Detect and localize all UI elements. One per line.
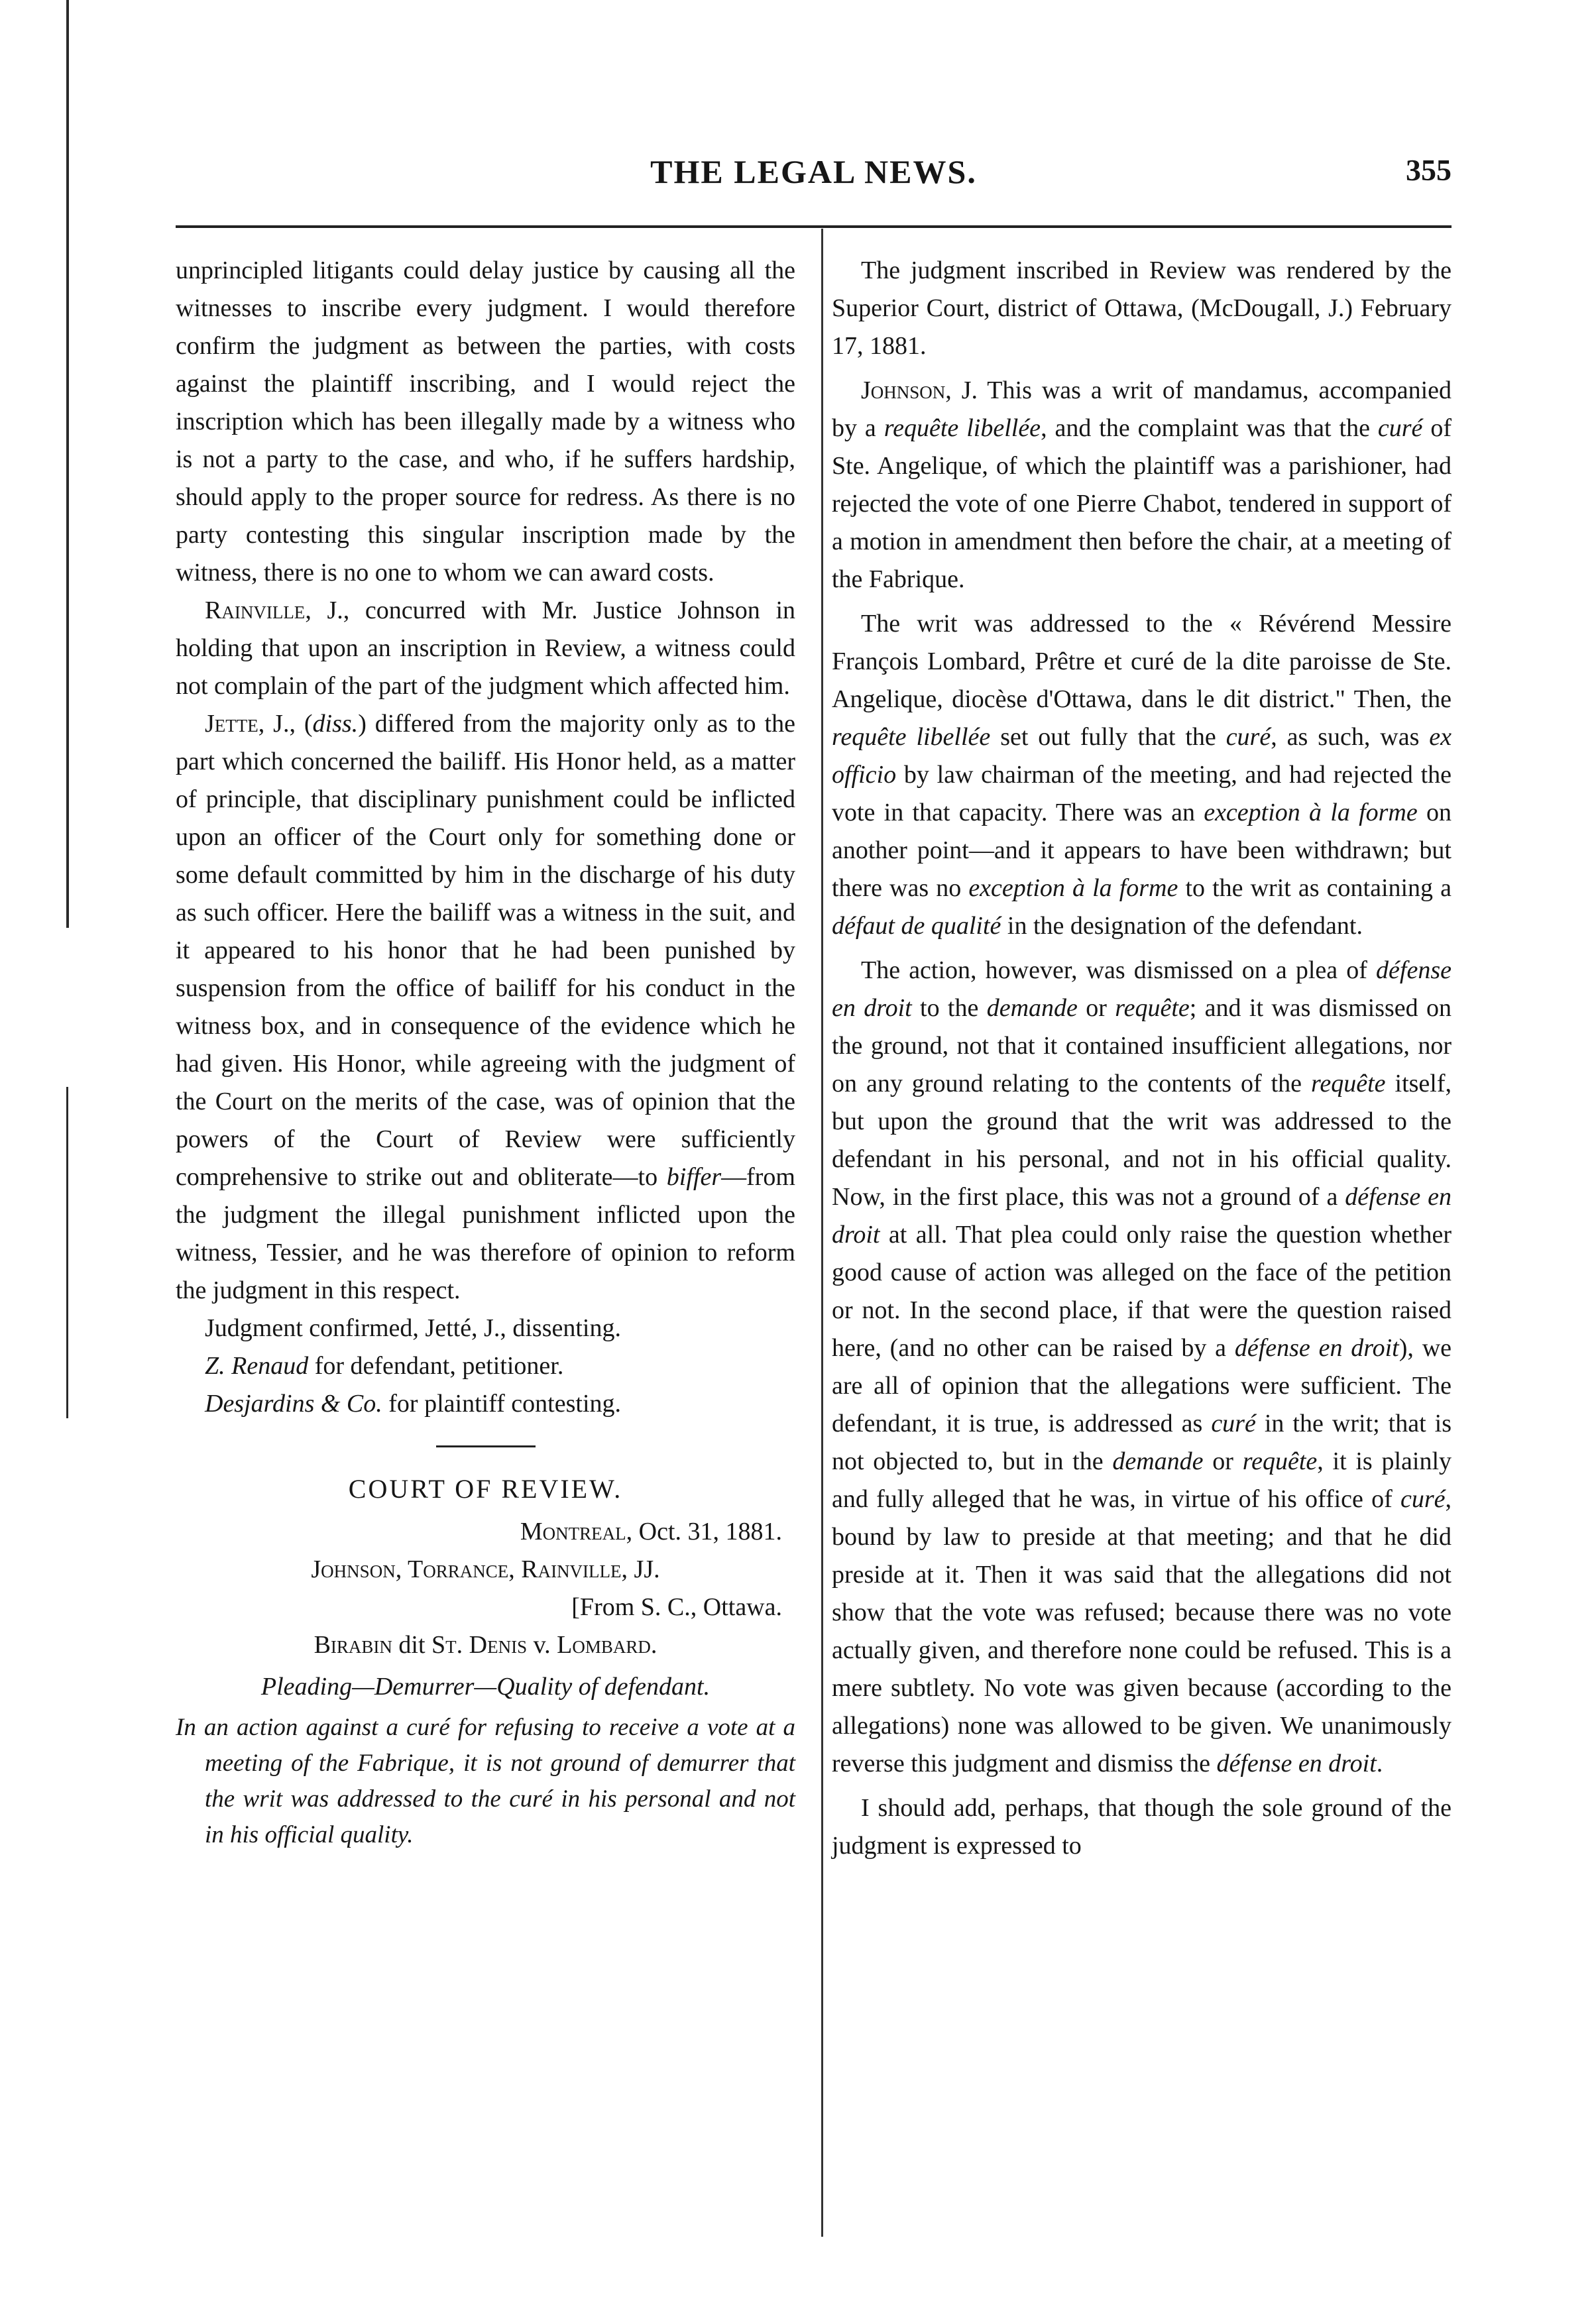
subject-line: Pleading—Demurrer—Quality of defendant. <box>260 1673 711 1701</box>
journal-title: THE LEGAL NEWS. <box>650 153 977 190</box>
page-edge-line <box>66 0 69 928</box>
column-divider <box>821 229 823 2237</box>
header-rule <box>176 225 1452 228</box>
judges: Johnson, Torrance, Rainville, JJ. <box>311 1555 660 1583</box>
paragraph: I should add, perhaps, that though the sole ground of the judgment is expressed to <box>832 1794 1452 1860</box>
paragraph: The writ was addressed to the « Révérend Messire François Lombard, Prêtre et curé de la dite paroisse de Ste. Angelique, diocèse d'Ottawa, dans le dit district." Then, the requête libellée set out fully that the curé, as such, was ex officio by law chairman of the meeting, and had rejected the vote in that capacity. There was an exception à la forme on another point—and it appears to have been withdrawn; but there was no exception à la forme to the writ as containing a défaut de qualité in the designation of the defendant. <box>832 610 1452 940</box>
counsel-line: Desjardins & Co. for plaintiff contesting. <box>205 1390 622 1418</box>
place-date: Montreal, Oct. 31, 1881. <box>520 1518 782 1546</box>
page-header <box>176 152 1452 205</box>
from-court: [From S. C., Ottawa. <box>571 1593 782 1621</box>
paragraph: Rainville, J., concurred with Mr. Justice Johnson in holding that upon an inscription in Review, a witness could not complain of the part of the judgment which affected him. <box>176 596 795 700</box>
right-column <box>832 252 1452 1865</box>
counsel-line: Z. Renaud for defendant, petitioner. <box>205 1352 564 1380</box>
headnote: In an action against a curé for refusing to receive a vote at a meeting of the Fabrique, it is not ground of demurrer that the writ was addressed to the curé in his personal and not in his official quality. <box>176 1714 795 1848</box>
paragraph: Johnson, J. This was a writ of mandamus, accompanied by a requête libellée, and the complaint was that the curé of Ste. Angelique, of which the plaintiff was a parishioner, had rejected the vote of one Pierre Chabot, tendered in support of a motion in amendment then before the chair, at a meeting of the Fabrique. <box>832 376 1452 593</box>
paragraph: The action, however, was dismissed on a plea of défense en droit to the demande or requête; and it was dismissed on the ground, not that it contained insufficient allegations, nor on any ground relating to the contents of the requête itself, but upon the ground that the writ was addressed to the defendant in his personal, and not in his official quality. Now, in the first place, this was not a ground of a défense en droit at all. That plea could only raise the question whether good cause of action was alleged on the face of the petition or not. In the second place, if that were the question raised here, (and no other can be raised by a défense en droit), we are all of opinion that the allegations were sufficient. The defendant, it is true, is addressed as curé in the writ; that is not objected to, but in the demande or requête, it is plainly and fully alleged that he was, in virtue of his office of curé, bound by law to preside at that meeting; and that he did preside at it. Then it was said that the allegations did not show that the vote was refused; because there was no vote actually given, and therefore none could be refused. This is a mere subtlety. No vote was given because (according to the allegations) none was allowed to be given. We unanimously reverse this judgment and dismiss the défense en droit. <box>832 956 1452 1777</box>
section-rule <box>436 1445 536 1447</box>
paragraph: Jette, J., (diss.) differed from the majority only as to the part which concerned the bailiff. His Honor held, as a matter of principle, that disciplinary punishment could be inflicted upon an officer of the Court only for something done or some default committed by him in the discharge of his duty as such officer. Here the bailiff was a witness in the suit, and it appeared to his honor that he had been punished by suspension from the office of bailiff for his conduct in the witness box, and in consequence of the evidence which he had given. His Honor, while agreeing with the judgment of the Court on the merits of the case, was of opinion that the powers of the Court of Review were sufficiently comprehensive to strike out and obliterate—to biffer—from the judgment the illegal punishment inflicted upon the witness, Tessier, and he was therefore of opinion to reform the judgment in this respect. <box>176 710 795 1304</box>
page-number: 355 <box>1406 153 1452 187</box>
paragraph: unprincipled litigants could delay justice by causing all the witnesses to inscribe every judgment. I would therefore confirm the judgment as between the parties, with costs against the plaintiff inscribing, and I would reject the inscription which has been illegally made by a witness who is not a party to the case, and who, if he suffers hardship, should apply to the proper source for redress. As there is no party contesting this singular inscription made by the witness, there is no one to whom we can award costs. <box>176 256 795 587</box>
left-column <box>176 252 795 1853</box>
paragraph: The judgment inscribed in Review was rendered by the Superior Court, district of Ottawa, (McDougall, J.) February 17, 1881. <box>832 256 1452 360</box>
case-name: Birabin dit St. Denis v. Lombard. <box>314 1631 657 1659</box>
section-title: COURT OF REVIEW. <box>348 1474 623 1504</box>
page-edge-line-lower <box>66 1087 68 1418</box>
judgment-line: Judgment confirmed, Jetté, J., dissenting. <box>205 1314 621 1342</box>
